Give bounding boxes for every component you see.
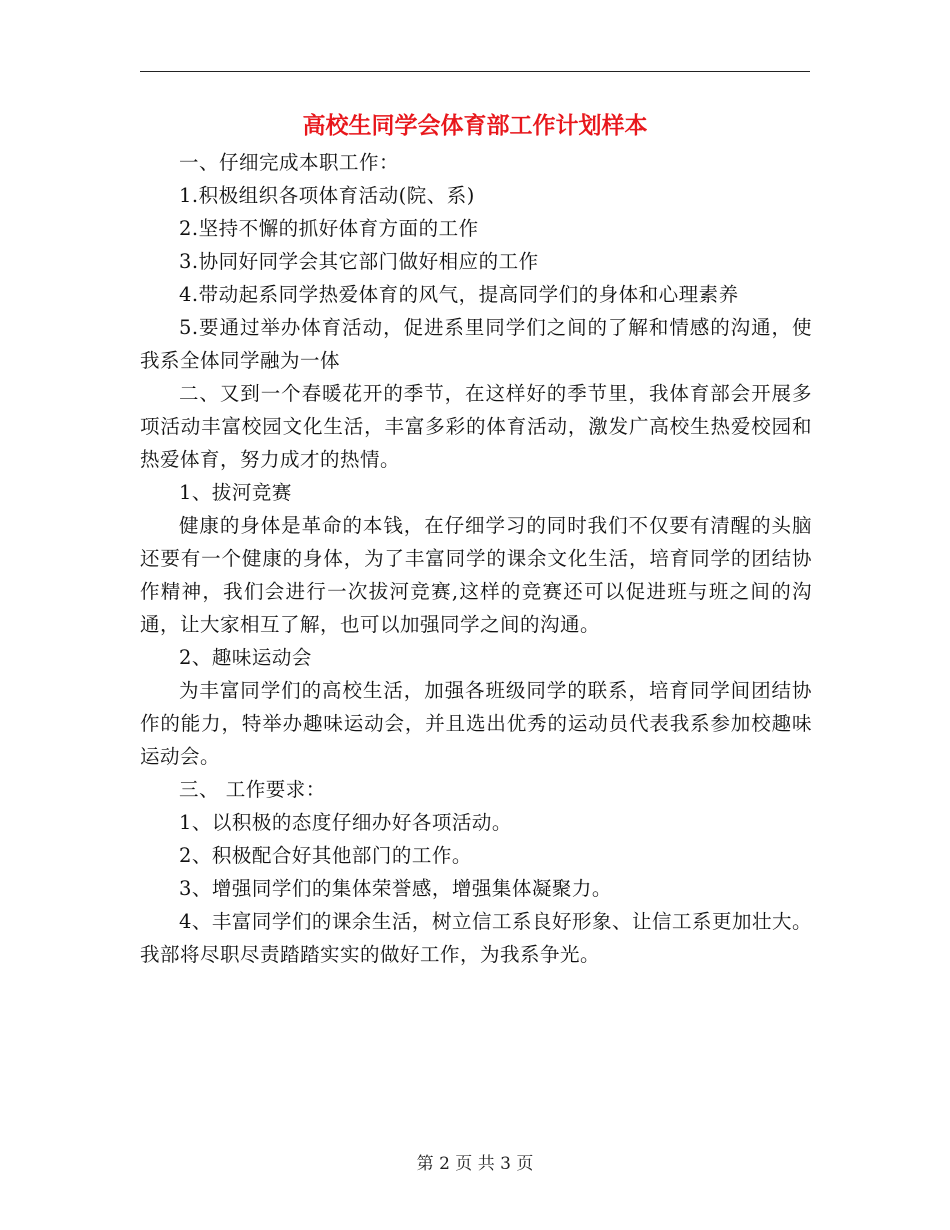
document-title: 高校生同学会体育部工作计划样本 [302, 113, 648, 139]
paragraph: 一、仔细完成本职工作： [179, 151, 400, 174]
header-rule [140, 71, 810, 72]
paragraph: 3、增强同学们的集体荣誉感，增强集体凝聚力。 [179, 877, 612, 900]
paragraph: 三、 工作要求： [179, 778, 326, 801]
paragraph: 4、丰富同学们的课余生活，树立信工系良好形象、让信工系更加壮大。 我部将尽职尽责踏踏实实的做好工作，为我系争光。 [140, 910, 812, 966]
paragraph: 健康的身体是革命的本钱，在仔细学习的同时我们不仅要有清醒的头脑还要有一个健康的身体，为了丰富同学的课余文化生活，培育同学的团结协作精神，我们会进行一次拔河竞赛,这样的竞赛还可以促进班与班之间的沟通，让大家相互了解，也可以加强同学之间的沟通。 [140, 514, 812, 636]
paragraph: 为丰富同学们的高校生活，加强各班级同学的联系，培育同学间团结协作的能力，特举办趣味运动会，并且选出优秀的运动员代表我系参加校趣味运动会。 [140, 679, 812, 768]
paragraph: 1、以积极的态度仔细办好各项活动。 [179, 811, 512, 834]
paragraph: 5.要通过举办体育活动，促进系里同学们之间的了解和情感的沟通，使我系全体同学融为一体 [140, 316, 812, 372]
paragraph: 3.协同好同学会其它部门做好相应的工作 [179, 250, 539, 273]
paragraph: 1、拔河竞赛 [179, 481, 292, 504]
document-body [140, 146, 812, 971]
paragraph: 4.带动起系同学热爱体育的风气，提高同学们的身体和心理素养 [179, 283, 739, 306]
paragraph: 二、又到一个春暖花开的季节，在这样好的季节里，我体育部会开展多项活动丰富校园文化生活，丰富多彩的体育活动，激发广高校生热爱校园和热爱体育，努力成才的热情。 [140, 382, 812, 471]
paragraph: 1.积极组织各项体育活动(院、系) [179, 184, 475, 207]
paragraph: 2.坚持不懈的抓好体育方面的工作 [179, 217, 479, 240]
paragraph: 2、积极配合好其他部门的工作。 [179, 844, 472, 867]
paragraph: 2、趣味运动会 [179, 646, 312, 669]
page-number: 第 2 页 共 3 页 [416, 1154, 534, 1174]
